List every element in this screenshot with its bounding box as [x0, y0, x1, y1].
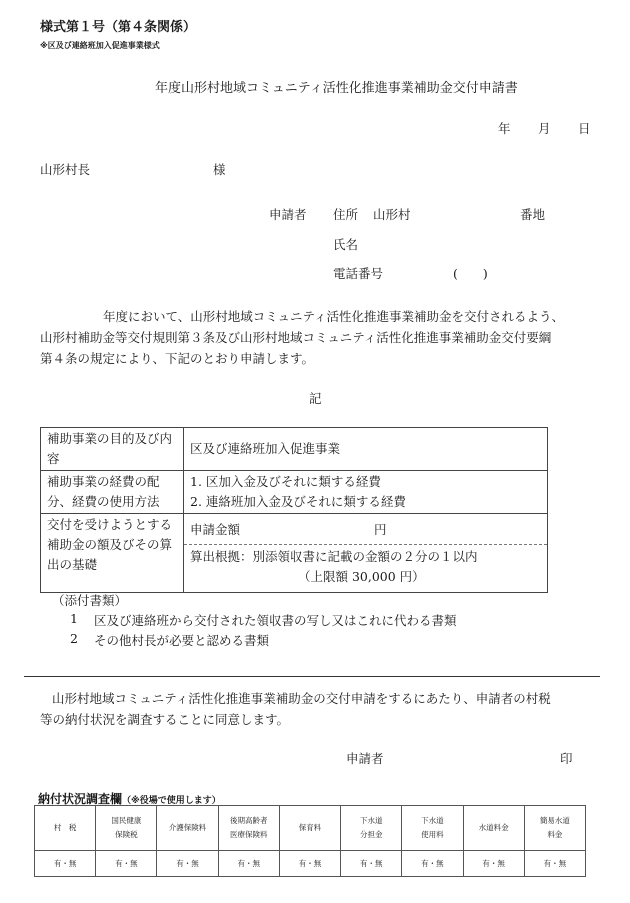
body-line-3: 第４条の規定により、下記のとおり申請します。 — [40, 351, 315, 366]
application-table — [40, 427, 548, 593]
purpose-label: 補助事業の目的及び内容 — [41, 428, 184, 471]
status-answer-row — [35, 851, 586, 877]
attachment-2: その他村長が必要と認める書類 — [94, 633, 270, 648]
divider — [24, 676, 600, 677]
ki-label: 記 — [309, 391, 322, 406]
phone-label: 電話番号 — [333, 266, 384, 281]
body-line-2: 山形村補助金等交付規則第３条及び山形村地域コミュニティ活性化推進事業補助金交付要綱 — [40, 330, 552, 345]
form-subtitle: ※区及び連絡班加入促進事業様式 — [40, 41, 160, 50]
consent-line-1: 山形村地域コミュニティ活性化推進事業補助金の交付申請をするにあたり、申請者の村税 — [52, 691, 551, 706]
amount-basis-value — [184, 514, 548, 593]
col-label: 下水道 — [421, 816, 444, 825]
date-year: 年 — [498, 121, 511, 136]
expense-item-1: 1. 区加入金及びそれに類する経費 — [190, 474, 381, 489]
col-village-tax — [35, 806, 96, 851]
form-number: 様式第１号（第４条関係） — [40, 20, 197, 35]
expense-label: 補助事業の経費の配分、経費の使用方法 — [41, 471, 184, 514]
col-simple-water — [524, 806, 585, 851]
table-row — [41, 428, 548, 471]
answer-cell: 有・無 — [157, 851, 218, 877]
applicant-label: 申請者 — [269, 207, 307, 222]
col-label: 使用料 — [421, 830, 444, 839]
col-childcare — [279, 806, 340, 851]
col-label: 料金 — [547, 830, 563, 839]
col-sewer-usage — [402, 806, 463, 851]
attachment-1: 区及び連絡班から交付された領収書の写し又はこれに代わる書類 — [94, 613, 457, 628]
amount-row — [190, 520, 541, 542]
col-label: 簡易水道 — [539, 816, 570, 825]
answer-cell: 有・無 — [341, 851, 402, 877]
answer-cell: 有・無 — [279, 851, 340, 877]
date-month: 月 — [538, 121, 551, 136]
answer-cell: 有・無 — [402, 851, 463, 877]
answer-cell: 有・無 — [35, 851, 96, 877]
col-label: 国民健康 — [111, 816, 142, 825]
attachment-1-num: 1 — [70, 611, 78, 626]
table-row — [41, 471, 548, 514]
expense-value — [184, 471, 548, 514]
status-note: （※役場で使用します） — [122, 796, 221, 806]
col-health-insurance — [96, 806, 157, 851]
col-label: 介護保険料 — [168, 823, 207, 832]
address-label: 住所 — [333, 207, 359, 222]
status-title-text: 納付状況調査欄 — [38, 792, 123, 806]
basis-text: 算出根拠：別添領収書に記載の金額の２分の１以内 — [184, 544, 547, 567]
payment-status-table — [34, 805, 586, 877]
col-care-insurance — [157, 806, 218, 851]
date-day: 日 — [578, 121, 591, 136]
limit-text: （上限額 30,000 円） — [298, 569, 425, 584]
answer-cell: 有・無 — [96, 851, 157, 877]
addressee-honorific: 様 — [213, 162, 226, 177]
status-header-row — [35, 806, 586, 851]
amount-basis-label: 交付を受けようとする補助金の額及びその算出の基礎 — [41, 514, 184, 593]
amount-label: 申請金額 — [190, 522, 241, 537]
attachments-heading: （添付書類） — [52, 593, 128, 608]
attachment-2-num: 2 — [70, 631, 78, 646]
phone-paren: ( ) — [453, 266, 488, 281]
body-line-1: 年度において、山形村地域コミュニティ活性化推進事業補助金を交付されるよう、 — [103, 309, 565, 324]
name-label: 氏名 — [333, 237, 359, 252]
col-elderly-medical — [218, 806, 279, 851]
col-label: 村 税 — [53, 823, 77, 832]
col-label: 医療保険料 — [230, 830, 268, 839]
banchi-label: 番地 — [520, 207, 546, 222]
document-title: 年度山形村地域コミュニティ活性化推進事業補助金交付申請書 — [155, 81, 518, 96]
col-label: 後期高齢者 — [230, 816, 268, 825]
col-label: 保険税 — [115, 830, 138, 839]
col-label: 保育料 — [298, 823, 322, 832]
purpose-value: 区及び連絡班加入促進事業 — [184, 428, 548, 471]
consent-applicant-label: 申請者 — [346, 751, 384, 766]
col-label: 水道料金 — [478, 823, 509, 832]
address-value: 山形村 — [373, 207, 411, 222]
col-label: 下水道 — [359, 816, 383, 825]
addressee-name: 山形村長 — [40, 162, 91, 177]
amount-yen: 円 — [374, 522, 387, 537]
expense-item-2: 2. 連絡班加入金及びそれに類する経費 — [190, 494, 406, 509]
answer-cell: 有・無 — [524, 851, 585, 877]
answer-cell: 有・無 — [218, 851, 279, 877]
seal-label: 印 — [560, 751, 573, 766]
col-sewer-share — [341, 806, 402, 851]
col-water-fee — [463, 806, 524, 851]
answer-cell: 有・無 — [463, 851, 524, 877]
col-label: 分担金 — [359, 830, 383, 839]
table-row — [41, 514, 548, 593]
consent-line-2: 等の納付状況を調査することに同意します。 — [40, 712, 290, 727]
